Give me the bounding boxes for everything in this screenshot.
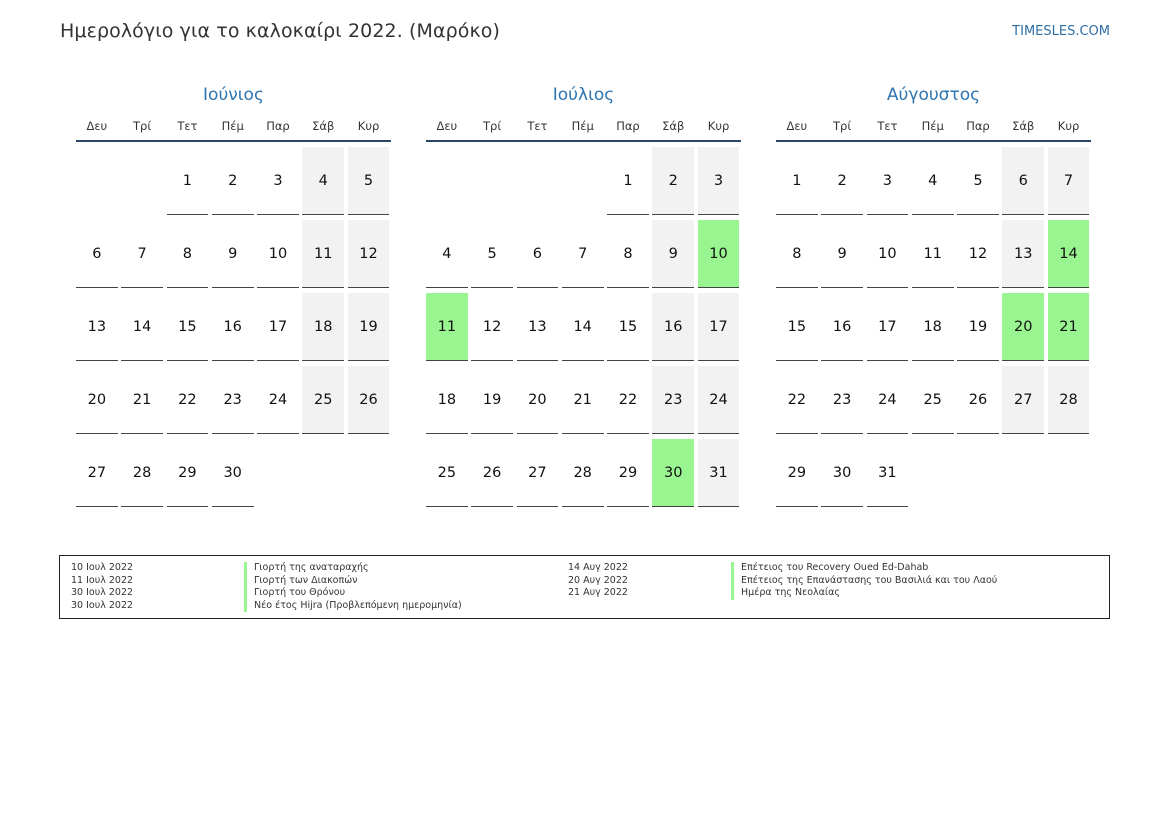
day-cell: 30: [212, 439, 254, 507]
empty-cell: [562, 147, 604, 215]
day-cell: 9: [821, 220, 863, 288]
day-cell: 14: [562, 293, 604, 361]
day-cell: 25: [302, 366, 344, 434]
weekday-label: Παρ: [966, 119, 990, 133]
day-cell: 4: [912, 147, 954, 215]
legend-row: [71, 562, 561, 575]
day-cell: 8: [776, 220, 818, 288]
weekday-label: Κυρ: [1057, 119, 1080, 133]
day-cell: 20: [517, 366, 559, 434]
day-cell: 9: [652, 220, 694, 288]
day-cell: 1: [167, 147, 209, 215]
weekday-label: Κυρ: [357, 119, 380, 133]
day-cell: 18: [426, 366, 468, 434]
day-cell: 11: [912, 220, 954, 288]
empty-cell: [121, 147, 163, 215]
day-cell: 30: [821, 439, 863, 507]
weekday-label: Πέμ: [221, 119, 244, 133]
weekday-label: Πέμ: [571, 119, 594, 133]
day-cell: 3: [257, 147, 299, 215]
legend-row: [568, 587, 1098, 600]
day-cell-holiday: 10: [698, 220, 740, 288]
empty-cell: [517, 147, 559, 215]
weekday-label: Τρί: [483, 119, 502, 133]
day-cell: 3: [867, 147, 909, 215]
legend-column-left: [71, 562, 561, 612]
day-cell: 11: [302, 220, 344, 288]
day-cell-holiday: 14: [1048, 220, 1090, 288]
day-cell: 7: [1048, 147, 1090, 215]
day-cell: 12: [348, 220, 390, 288]
weekday-label: Δευ: [86, 119, 108, 133]
day-cell: 27: [517, 439, 559, 507]
day-cell: 13: [76, 293, 118, 361]
day-cell: 22: [776, 366, 818, 434]
day-cell: 16: [212, 293, 254, 361]
day-cell: 24: [257, 366, 299, 434]
day-cell: 13: [517, 293, 559, 361]
day-cell: 12: [957, 220, 999, 288]
day-grid: [76, 147, 391, 507]
legend-row: [71, 587, 561, 600]
legend-date: 10 Ιουλ 2022: [71, 562, 134, 573]
day-cell: 9: [212, 220, 254, 288]
day-cell: 3: [698, 147, 740, 215]
day-cell: 29: [776, 439, 818, 507]
month-title: Ιούλιος: [552, 85, 615, 105]
day-cell: 4: [302, 147, 344, 215]
day-cell: 23: [821, 366, 863, 434]
weekday-label: Δευ: [436, 119, 458, 133]
weekday-label: Πέμ: [921, 119, 944, 133]
day-grid: [776, 147, 1091, 507]
day-cell: 2: [821, 147, 863, 215]
legend-date: 30 Ιουλ 2022: [71, 599, 134, 611]
weekday-label: Τρί: [133, 119, 152, 133]
day-cell: 22: [607, 366, 649, 434]
day-cell: 2: [652, 147, 694, 215]
day-cell: 17: [257, 293, 299, 361]
day-cell: 6: [76, 220, 118, 288]
day-cell: 24: [867, 366, 909, 434]
weekday-header: [776, 108, 1091, 142]
day-cell: 18: [302, 293, 344, 361]
brand-link[interactable]: TIMESLES.COM: [1012, 24, 1110, 39]
weekday-label: Παρ: [616, 119, 640, 133]
day-cell: 28: [562, 439, 604, 507]
day-cell: 14: [121, 293, 163, 361]
day-cell: 31: [698, 439, 740, 507]
legend-holiday-name: Ημέρα της Νεολαίας: [731, 587, 840, 600]
month-june: [76, 82, 391, 507]
day-cell-holiday: 30: [652, 439, 694, 507]
day-cell: 17: [867, 293, 909, 361]
weekday-label: Κυρ: [707, 119, 730, 133]
day-cell: 19: [348, 293, 390, 361]
day-cell-holiday: 21: [1048, 293, 1090, 361]
weekday-label: Σάβ: [312, 119, 335, 133]
legend-date: 20 Αυγ 2022: [568, 574, 628, 586]
day-cell: 19: [471, 366, 513, 434]
day-cell: 13: [1002, 220, 1044, 288]
month-august: [776, 82, 1091, 507]
holiday-legend: [59, 555, 1110, 619]
legend-holiday-name: Γιορτή του Θρόνου: [244, 587, 345, 600]
day-cell: 15: [776, 293, 818, 361]
legend-date: 21 Αυγ 2022: [568, 587, 628, 598]
day-cell: 17: [698, 293, 740, 361]
day-cell: 7: [562, 220, 604, 288]
weekday-label: Τρί: [833, 119, 852, 133]
day-cell: 10: [257, 220, 299, 288]
day-cell: 16: [652, 293, 694, 361]
day-cell: 1: [607, 147, 649, 215]
month-title: Ιούνιος: [203, 85, 264, 105]
legend-column-right: [568, 562, 1098, 600]
legend-holiday-name: Επέτειος της Επανάστασης του Βασιλιά και του Λαού: [731, 575, 997, 588]
day-cell: 19: [957, 293, 999, 361]
weekday-label: Σάβ: [1012, 119, 1035, 133]
day-cell: 8: [607, 220, 649, 288]
day-cell: 26: [957, 366, 999, 434]
day-cell: 20: [76, 366, 118, 434]
day-cell: 5: [957, 147, 999, 215]
legend-holiday-name: Γιορτή της αναταραχής: [244, 562, 369, 575]
weekday-label: Τετ: [877, 119, 898, 133]
day-cell: 6: [1002, 147, 1044, 215]
day-cell: 2: [212, 147, 254, 215]
weekday-label: Παρ: [266, 119, 290, 133]
page-title: Ημερολόγιο για το καλοκαίρι 2022. (Μαρόκο): [60, 20, 501, 42]
weekday-label: Δευ: [786, 119, 808, 133]
day-cell: 7: [121, 220, 163, 288]
day-cell-holiday: 20: [1002, 293, 1044, 361]
weekday-label: Τετ: [177, 119, 198, 133]
day-cell: 5: [348, 147, 390, 215]
day-cell: 27: [1002, 366, 1044, 434]
legend-row: [568, 562, 1098, 575]
day-cell: 26: [471, 439, 513, 507]
day-cell: 28: [1048, 366, 1090, 434]
day-cell: 21: [121, 366, 163, 434]
month-title: Αύγουστος: [886, 85, 981, 105]
legend-date: 11 Ιουλ 2022: [71, 574, 134, 586]
day-cell: 21: [562, 366, 604, 434]
day-cell: 4: [426, 220, 468, 288]
legend-date: 30 Ιουλ 2022: [71, 587, 134, 598]
day-cell-holiday: 11: [426, 293, 468, 361]
weekday-header: [76, 108, 391, 142]
weekday-label: Τετ: [527, 119, 548, 133]
day-cell: 31: [867, 439, 909, 507]
weekday-label: Σάβ: [662, 119, 685, 133]
day-cell: 16: [821, 293, 863, 361]
legend-row: [568, 575, 1098, 588]
day-grid: [426, 147, 741, 507]
day-cell: 6: [517, 220, 559, 288]
day-cell: 26: [348, 366, 390, 434]
day-cell: 5: [471, 220, 513, 288]
day-cell: 23: [652, 366, 694, 434]
day-cell: 27: [76, 439, 118, 507]
legend-holiday-name: Νέο έτος Hijra (Προβλεπόμενη ημερομηνία): [244, 600, 462, 613]
day-cell: 15: [607, 293, 649, 361]
legend-holiday-name: Γιορτή των Διακοπών: [244, 575, 357, 588]
day-cell: 22: [167, 366, 209, 434]
empty-cell: [471, 147, 513, 215]
empty-cell: [426, 147, 468, 215]
day-cell: 1: [776, 147, 818, 215]
day-cell: 15: [167, 293, 209, 361]
day-cell: 8: [167, 220, 209, 288]
day-cell: 24: [698, 366, 740, 434]
day-cell: 10: [867, 220, 909, 288]
day-cell: 29: [607, 439, 649, 507]
month-july: [426, 82, 741, 507]
day-cell: 28: [121, 439, 163, 507]
empty-cell: [76, 147, 118, 215]
legend-row: [71, 600, 561, 613]
day-cell: 18: [912, 293, 954, 361]
day-cell: 25: [912, 366, 954, 434]
legend-holiday-name: Επέτειος του Recovery Oued Ed-Dahab: [731, 562, 928, 575]
day-cell: 23: [212, 366, 254, 434]
day-cell: 29: [167, 439, 209, 507]
day-cell: 25: [426, 439, 468, 507]
day-cell: 12: [471, 293, 513, 361]
weekday-header: [426, 108, 741, 142]
legend-row: [71, 575, 561, 588]
legend-date: 14 Αυγ 2022: [568, 562, 628, 573]
